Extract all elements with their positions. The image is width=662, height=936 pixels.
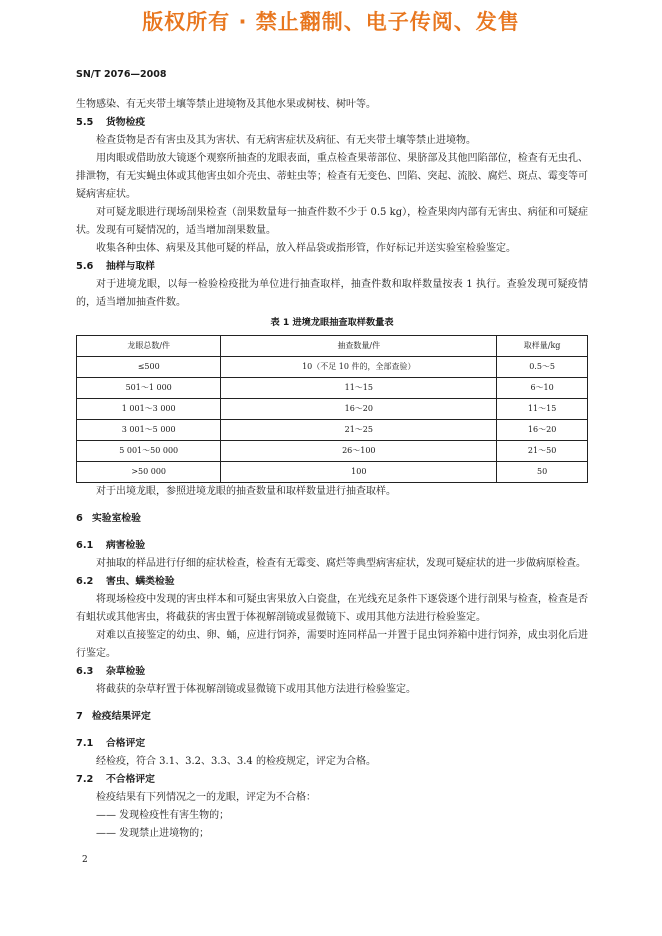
paragraph: 将截获的杂草籽置于体视解剖镜或显微镜下或用其他方法进行检验鉴定。 [96, 684, 416, 695]
section-number: 6 [76, 513, 83, 524]
paragraph: 检查货物是否有害虫及其为害状、有无病害症状及病征、有无夹带土壤等禁止进境物。 [96, 135, 476, 146]
section-number: 6.1 [76, 540, 94, 551]
table-cell: 16～20 [497, 420, 588, 441]
table-cell: 100 [221, 462, 497, 483]
table-row [77, 378, 588, 399]
section-number: 7.2 [76, 774, 94, 785]
watermark-banner: 版权所有 · 禁止翻制、电子传阅、发售 [142, 10, 520, 34]
table-row [77, 357, 588, 378]
table-header-row [77, 336, 588, 357]
section-number: 6.3 [76, 666, 94, 677]
paragraph: 对难以直接鉴定的幼虫、卵、蛹，应进行饲养，需要时连同样品一并置于昆虫饲养箱中进行饲养，成虫羽化后进行鉴定。 [76, 630, 588, 659]
table-header: 龙眼总数/件 [77, 336, 221, 357]
paragraph: 对于出境龙眼，参照进境龙眼的抽查数量和取样数量进行抽查取样。 [96, 486, 396, 497]
table-header: 取样量/kg [497, 336, 588, 357]
section-title: 病害检验 [106, 540, 146, 551]
paragraph: 用肉眼或借助放大镜逐个观察所抽查的龙眼表面，重点检查果蒂部位、果脐部及其他凹陷部位，检查有无虫孔、排泄物，有无实蝇虫体或其他害虫如介壳虫、蒂蛀虫等；检查有无变色、凹陷、突起、流胶、腐烂、斑点、霉变等可疑病害症状。 [76, 153, 588, 200]
paragraph: 对可疑龙眼进行现场剖果检查（剖果数量每一抽查件数不少于 0.5 kg），检查果肉内部有无害虫、病征和可疑症状。发现有可疑情况的，适当增加剖果数量。 [76, 207, 588, 236]
standard-number: SN/T 2076—2008 [76, 69, 167, 80]
paragraph: 经检疫，符合 3.1、3.2、3.3、3.4 的检疫规定，评定为合格。 [96, 756, 376, 767]
table-cell: 3 001～5 000 [77, 420, 221, 441]
table-cell: 6～10 [497, 378, 588, 399]
table-cell: 26～100 [221, 441, 497, 462]
table-cell: 11～15 [221, 378, 497, 399]
table-row [77, 462, 588, 483]
table-cell: >50 000 [77, 462, 221, 483]
section-number: 7 [76, 711, 83, 722]
table-cell: 50 [497, 462, 588, 483]
paragraph: 收集各种虫体、病果及其他可疑的样品，放入样品袋或指形管，作好标记并送实验室检验鉴定。 [96, 243, 516, 254]
section-number: 6.2 [76, 576, 94, 587]
section-heading [76, 771, 588, 789]
paragraph: 检疫结果有下列情况之一的龙眼，评定为不合格： [96, 792, 316, 803]
section-title: 杂草检验 [106, 666, 146, 677]
paragraph: 将现场检疫中发现的害虫样本和可疑虫害果放入白瓷盘，在光线充足条件下逐袋逐个进行剖果与检查，检查是否有蛆状或其他害虫，将截获的害虫置于体视解剖镜或显微镜下、或用其他方法进行检验鉴定。 [76, 594, 588, 623]
table-cell: 0.5～5 [497, 357, 588, 378]
section-heading [76, 258, 588, 276]
section-title: 货物检疫 [106, 117, 146, 128]
table-row [77, 420, 588, 441]
list-item: —— 发现禁止进境物的； [96, 828, 210, 839]
table-cell: 501～1 000 [77, 378, 221, 399]
page-number: 2 [82, 855, 88, 865]
table-cell: 11～15 [497, 399, 588, 420]
document-body [76, 96, 588, 843]
list-item: —— 发现检疫性有害生物的； [96, 810, 230, 821]
table-cell: 1 001～3 000 [77, 399, 221, 420]
section-heading [76, 537, 588, 555]
section-title: 实验室检验 [92, 513, 141, 524]
section-heading [76, 735, 588, 753]
section-number: 5.5 [76, 117, 94, 128]
table-cell: 21～25 [221, 420, 497, 441]
section-title: 害虫、螨类检验 [106, 576, 175, 587]
paragraph: 对抽取的样品进行仔细的症状检查，检查有无霉变、腐烂等典型病害症状，发现可疑症状的进一步做病原检查。 [96, 558, 586, 569]
table-cell: 21～50 [497, 441, 588, 462]
section-heading [76, 114, 588, 132]
section-number: 5.6 [76, 261, 94, 272]
section-heading [76, 573, 588, 591]
table-cell: 5 001～50 000 [77, 441, 221, 462]
sampling-table [76, 335, 588, 483]
section-heading [76, 663, 588, 681]
section-title: 不合格评定 [106, 774, 155, 785]
table-cell: ≤500 [77, 357, 221, 378]
table-cell: 16～20 [221, 399, 497, 420]
table-row [77, 399, 588, 420]
chapter-heading [76, 510, 588, 528]
section-title: 抽样与取样 [106, 261, 155, 272]
paragraph: 对于进境龙眼，以每一检验检疫批为单位进行抽查取样，抽查件数和取样数量按表 1 执行。查验发现可疑疫情的，适当增加抽查件数。 [76, 279, 588, 308]
chapter-heading [76, 708, 588, 726]
table-cell: 10（不足 10 件的，全部查验） [221, 357, 497, 378]
section-title: 检疫结果评定 [92, 711, 151, 722]
table-title: 表 1 进境龙眼抽查取样数量表 [270, 317, 394, 328]
continued-paragraph: 生物感染、有无夹带土壤等禁止进境物及其他水果或树枝、树叶等。 [76, 99, 376, 110]
table-header: 抽查数量/件 [221, 336, 497, 357]
section-title: 合格评定 [106, 738, 146, 749]
section-number: 7.1 [76, 738, 94, 749]
table-row [77, 441, 588, 462]
